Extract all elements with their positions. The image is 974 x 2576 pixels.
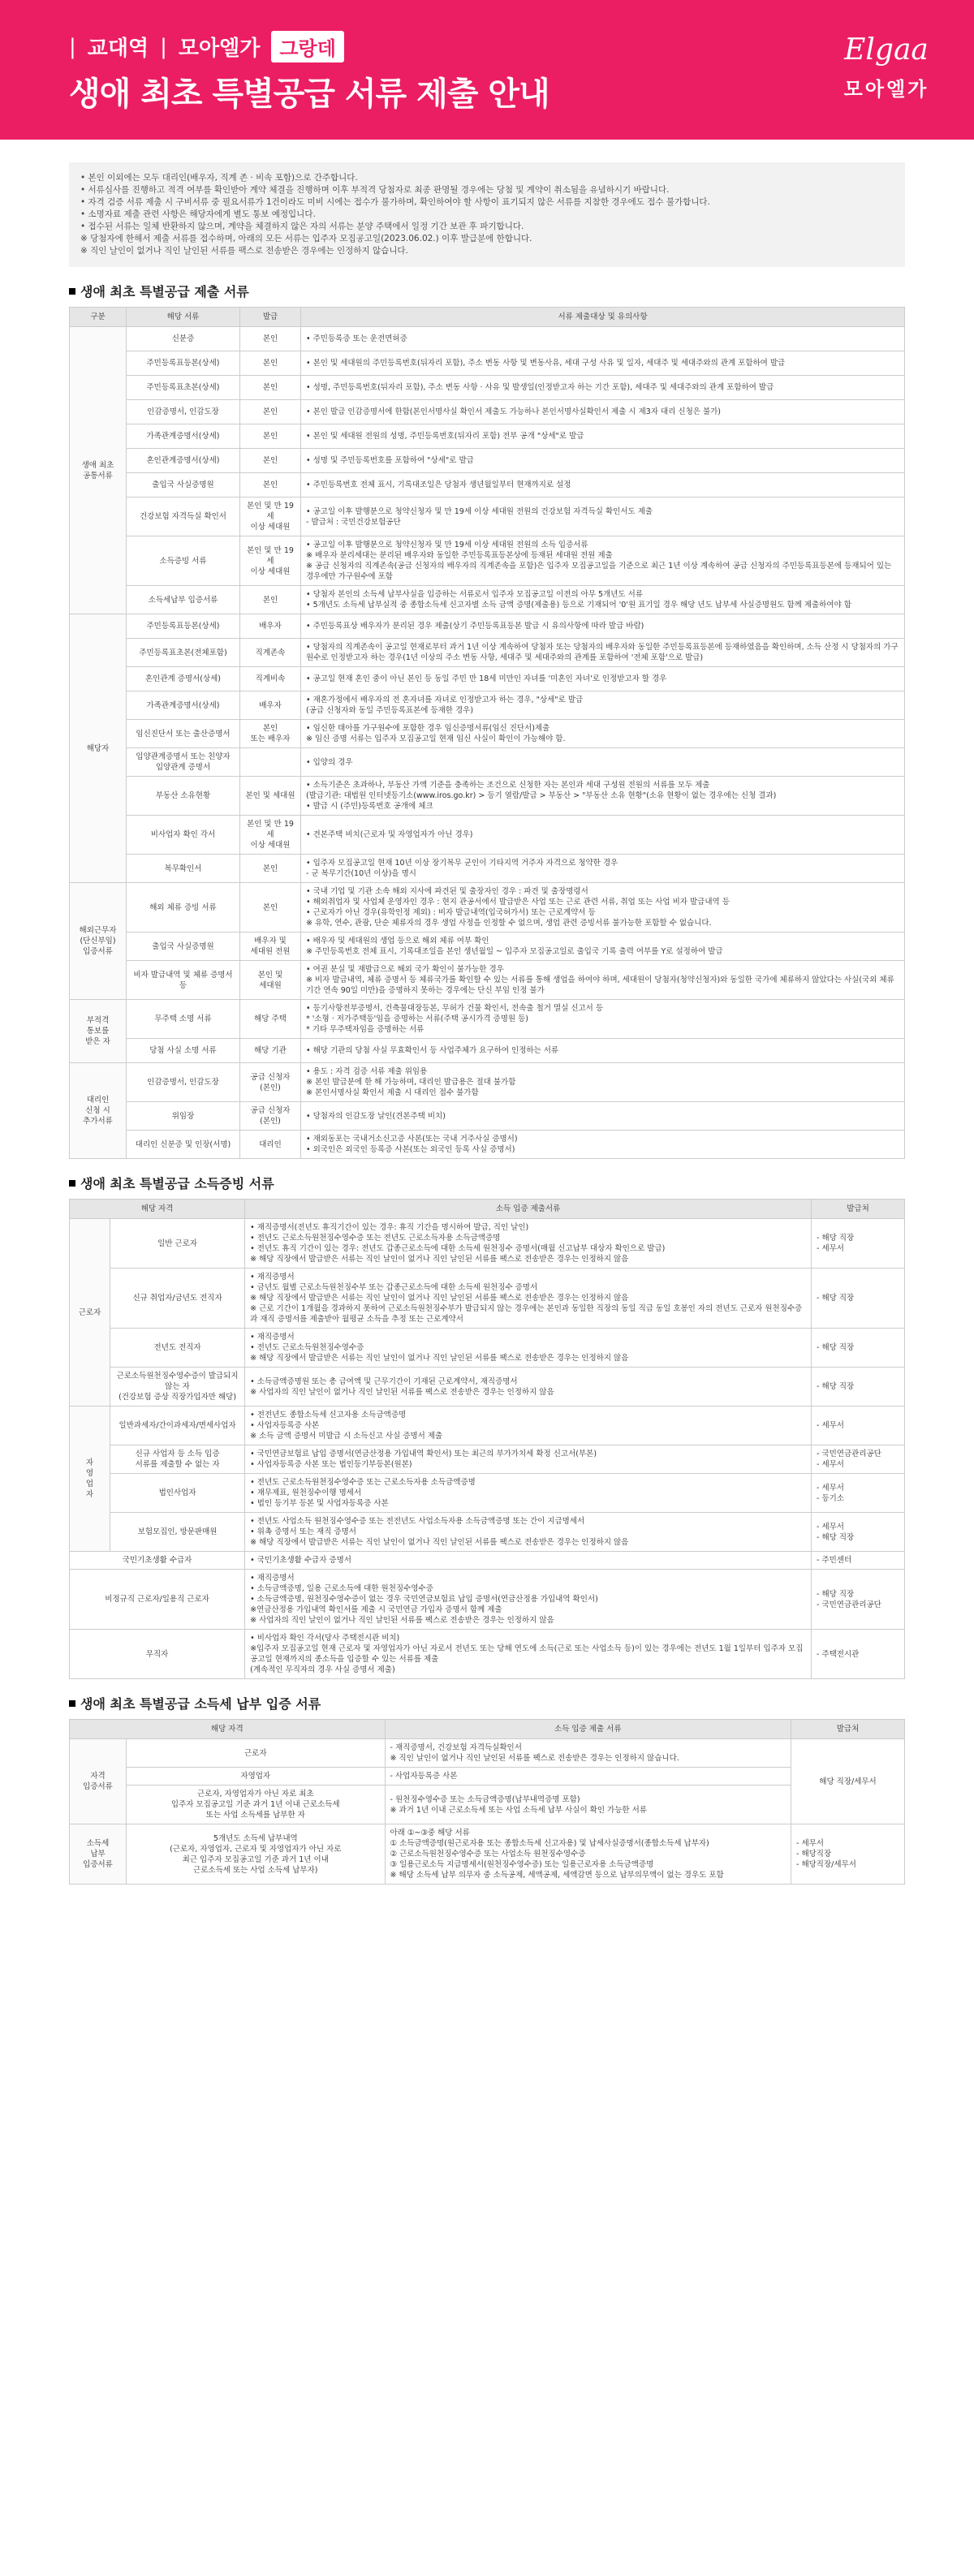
- category-cell: 부적격 통보를 받은 자: [70, 1000, 127, 1063]
- table-header: 발급처: [791, 1720, 905, 1739]
- table-row: [70, 855, 905, 883]
- table-header: 해당 자격: [70, 1200, 245, 1219]
- issuer: [240, 748, 301, 777]
- table-row: [70, 961, 905, 1000]
- section-title-income-proof: 생애 최초 특별공급 소득증빙 서류: [69, 1174, 905, 1192]
- table-row: [70, 1474, 905, 1513]
- qualification: 전년도 전직자: [110, 1329, 245, 1368]
- required-documents: • 국민연금보험료 납입 증명서(연금산정용 가입내역 확인서) 또는 최근의 부가가치세 확정 신고서(부본) • 사업자등록증 사본 또는 법인등기부등본(원본): [245, 1445, 812, 1474]
- table-header: 서류 제출대상 및 유의사항: [301, 308, 905, 327]
- table-row: [70, 1039, 905, 1063]
- required-documents: • 재직증명서 • 소득금액증명, 일용 근로소득에 대한 원천징수영수증 • 소득금액증명, 원천징수영수증이 없는 경우 국민연금보험료 납입 증명서(연금산정용 가입내역 확인서) ※연금산정용 가입내역 확인서를 제출 시 국민연금 가입자 증명서 함께 제출 ※ 사업자의 직인 날인이 없거나 직인 날인된 서류를 팩스로 전송받은 경우는 인정하지 않음: [245, 1570, 812, 1630]
- issuer: - 세무서 - 해당직장 - 해당직장/세무서: [791, 1824, 905, 1885]
- tag-divider: |: [160, 34, 167, 59]
- notice-item: • 자격 검증 서류 제출 시 구비서류 중 필요서류가 1건이라도 미비 시에는 접수가 불가하며, 확인하여야 할 사항이 표기되지 않은 서류를 지참한 경우에도 접수 불가합니다.: [80, 197, 710, 207]
- table-row: [70, 498, 905, 536]
- table-row: [70, 1219, 905, 1269]
- document-name: 인감증명서, 인감도장: [127, 1063, 240, 1102]
- table-row: [70, 720, 905, 748]
- description: • 본인 발급 인감증명서에 한함(본인서명사실 확인서 제출도 가능하나 본인서명사실확인서 제출 시 제3자 대리 신청은 불가): [301, 400, 905, 424]
- table-row: [70, 400, 905, 424]
- notice-box: [69, 162, 905, 267]
- issuer: 본인: [240, 855, 301, 883]
- description: • 공고일 이후 발행분으로 청약신청자 및 만 19세 이상 세대원 전원의 소득 입증서류 ※ 배우자 분리세대는 분리된 배우자와 동일한 주민등록표등본상에 등재된 세대원 전원 제출 ※ 공급 신청자의 직계존속(공급 신청자의 배우자의 직계존속을 포함)은 입주자 모집공고일을 기준으로 최근 1년 이상 계속하여 공급 신청자의 주민등록표등본에 등재되어 있는 경우에만 가구원수에 포함: [301, 536, 905, 586]
- table-row: [70, 667, 905, 691]
- notice-item: ※ 직인 날인이 없거나 직인 날인된 서류를 팩스로 전송받은 경우에는 인정하지 않습니다.: [80, 246, 408, 256]
- issuer: 본인: [240, 449, 301, 473]
- issuer: 본인 및 만 19세 이상 세대원: [240, 536, 301, 586]
- issuer: 해당 주택: [240, 1000, 301, 1039]
- issuer: 배우자: [240, 691, 301, 720]
- notice-item: • 소명자료 제출 관련 사항은 해당자에게 별도 통보 예정입니다.: [80, 209, 316, 219]
- document-name: 위임장: [127, 1102, 240, 1131]
- category-cell: 해외근무자 (단신부임) 입증서류: [70, 883, 127, 1000]
- section-title-documents: 생애 최초 특별공급 제출 서류: [69, 282, 905, 300]
- issuer: - 해당 직장: [812, 1368, 905, 1406]
- description: • 재혼가정에서 배우자의 전 혼자녀를 자녀로 인정받고자 하는 경우, "상세"로 발급 (공급 신청자와 동일 주민등록표본에 등재한 경우): [301, 691, 905, 720]
- issuer: 본인: [240, 883, 301, 933]
- category-cell: 근로자: [70, 1219, 110, 1406]
- description: • 입양의 경우: [301, 748, 905, 777]
- page-header: [0, 0, 974, 140]
- qualification: 근로소득원천징수영수증이 발급되지 않는 자 (건강보험 증상 직장가입자만 해당): [110, 1368, 245, 1406]
- document-name: 주민등록표등본(상세): [127, 351, 240, 376]
- document-name: 혼인관계증명서(상세): [127, 449, 240, 473]
- table-header: 발급: [240, 308, 301, 327]
- issuer: 본인 및 세대원: [240, 777, 301, 816]
- description: • 재외동포는 국내거소신고증 사본(또는 국내 거주사실 증명서) • 외국인은 외국인 등록증 사본(또는 외국인 등록 사실 증명서): [301, 1131, 905, 1159]
- issuer: 대리인: [240, 1131, 301, 1159]
- issuer: - 해당 직장: [812, 1269, 905, 1329]
- table-row: [70, 1329, 905, 1368]
- table-row: [70, 883, 905, 933]
- document-name: 임신진단서 또는 출산증명서: [127, 720, 240, 748]
- required-documents: • 재직증명서 • 전년도 근로소득원천징수영수증 ※ 해당 직장에서 발급받은 서류는 직인 날인이 없거나 직인 날인된 서류를 팩스로 전송받은 경우는 인정하지 않음: [245, 1329, 812, 1368]
- table-header: 해당 자격: [70, 1720, 386, 1739]
- bullet-square-icon: [69, 1700, 75, 1707]
- table-row: [70, 1445, 905, 1474]
- table-row: [70, 816, 905, 855]
- table-row: [70, 639, 905, 667]
- description: • 용도 : 자격 검증 서류 제출 위임용 ※ 본인 발급분에 한 해 가능하며, 대리인 발급용은 절대 불가함 ※ 본인서명사실 확인서 제출 시 대리인 접수 불가함: [301, 1063, 905, 1102]
- qualification: 일반과세자/간이과세자/면세사업자: [110, 1406, 245, 1445]
- issuer: - 세무서 - 해당 직장: [812, 1513, 905, 1552]
- table-row: [70, 327, 905, 351]
- required-documents: • 전년도 근로소득원천징수영수증 또는 근로소득자용 소득금액증명 • 재무제표, 원천징수이행 명세서 • 법인 등기부 등본 및 사업자등록증 사본: [245, 1474, 812, 1513]
- section-title-tax-proof: 생애 최초 특별공급 소득세 납부 입증 서류: [69, 1694, 905, 1712]
- document-name: 소득세납부 입증서류: [127, 586, 240, 614]
- table-row: [70, 933, 905, 961]
- table-row: [70, 1768, 905, 1786]
- table-row: [70, 1131, 905, 1159]
- issuer: 본인: [240, 586, 301, 614]
- required-documents: - 사업자등록증 사본: [385, 1768, 791, 1786]
- required-documents: 아래 ①~③중 해당 서류 ① 소득금액증명(원근로자용 또는 종합소득세 신고자용) 및 납세사실증명서(종합소득세 납부자) ② 근로소득원천징수영수증 또는 사업소득 원천징수영수증 ③ 일용근로소득 지급명세서(원천징수영수증) 또는 일용근로자용 소득금액증명 ※ 해당 소득세 납부 의무자 중 소득공제, 세액공제, 세액감면 등으로 납부의무액이 없는 경우도 포함: [385, 1824, 791, 1885]
- qualification: 5개년도 소득세 납부내역 (근로자, 자영업자, 근로자 및 자영업자가 아닌 자로 최근 입주자 모집공고일 기준 과거 1년 이내 근로소득세 또는 사업 소득세 납부자): [127, 1824, 386, 1885]
- table-header: 구분: [70, 308, 127, 327]
- document-name: 입양관계증명서 또는 친양자 입양관계 증명서: [127, 748, 240, 777]
- issuer: 공급 신청자 (본인): [240, 1102, 301, 1131]
- table-row: [70, 1406, 905, 1445]
- qualification: 국민기초생활 수급자: [70, 1552, 245, 1570]
- tax-proof-table: [69, 1719, 905, 1885]
- description: • 견본주택 비치(근로자 및 자영업자가 아닌 경우): [301, 816, 905, 855]
- table-row: [70, 1824, 905, 1885]
- description: • 소득기준은 초과하나, 부동산 가액 기준을 충족하는 조건으로 신청한 자는 본인과 세대 구성원 전원의 서류를 모두 제출 (발급기관: 대법원 인터넷등기소(www.iros.go.kr) > 등기 열람/발급 > 부동산 > "부동산 소유 현황"(소유 현황이 없는 경우에는 신청 결과) • 발급 시 (주민)등록번호 공개에 체크: [301, 777, 905, 816]
- issuer: 본인: [240, 376, 301, 400]
- table-row: [70, 536, 905, 586]
- table-row: [70, 1786, 905, 1824]
- description: • 여권 분실 및 재발급으로 해외 국가 확인이 불가능한 경우 ※ 비자 발급내역, 체류 증명서 등 체류국가를 확인할 수 있는 서류를 통해 생업을 하여야 하며, 세대원이 당첨자(청약신청자)와 동일한 국가에 체류하지 않았다는 사실(국외 체류 기간 연속 90일 미만)을 증명하지 못하는 경우에는 단신 부임 인정 불가: [301, 961, 905, 1000]
- issuer: 본인 또는 배우자: [240, 720, 301, 748]
- table-header: 해당 서류: [127, 308, 240, 327]
- required-documents: • 국민기초생활 수급자 증명서: [245, 1552, 812, 1570]
- bullet-square-icon: [69, 288, 75, 295]
- tag-location: 교대역: [87, 37, 149, 61]
- issuer: 본인: [240, 424, 301, 449]
- required-documents: • 재직증명서(전년도 휴직기간이 있는 경우: 휴직 기간을 명시하여 발급, 직인 날인) • 전년도 근로소득원천징수영수증 또는 전년도 근로소득자용 소득금액증명 • 전년도 휴직 기간이 있는 경우: 전년도 갑종근로소득에 대한 소득세 원천징수 증명서(매월 신고납부 대상자 확인으로 발급) ※ 해당 직장에서 발급받은 서류는 직인 날인이 없거나 직인 날인된 서류를 팩스로 전송받은 경우는 인정하지 않음: [245, 1219, 812, 1269]
- description: • 본인 및 세대원의 주민등록번호(뒤자리 포함), 주소 변동 사항 및 변동사유, 세대 구성 사유 및 일자, 세대주 및 세대주와의 관계 포함하여 발급: [301, 351, 905, 376]
- document-name: 복무확인서: [127, 855, 240, 883]
- issuer: - 주택전시관: [812, 1630, 905, 1679]
- qualification: 무직자: [70, 1630, 245, 1679]
- qualification: 법인사업자: [110, 1474, 245, 1513]
- required-documents: • 소득금액증명원 또는 총 급여액 및 근무기간이 기재된 근로계약서, 재직증명서 ※ 사업자의 직인 날인이 없거나 직인 날인된 서류를 팩스로 전송받은 경우는 인정하지 않음: [245, 1368, 812, 1406]
- required-documents: • 전전년도 종합소득세 신고자용 소득금액증명 • 사업자등록증 사본 ※ 소득 금액 증명서 미발급 시 소득신고 사실 증명서 제출: [245, 1406, 812, 1445]
- document-name: 출입국 사실증명원: [127, 933, 240, 961]
- category-cell: 해당자: [70, 614, 127, 883]
- category-cell: 대리인 신청 시 추가서류: [70, 1063, 127, 1159]
- issuer: 본인 및 세대원: [240, 961, 301, 1000]
- description: • 당첨자 본인의 소득세 납부사실을 입증하는 서류로서 입주자 모집공고일 이전의 아무 5개년도 서류 • 5개년도 소득세 납부실적 중 종합소득세 신고자별 소득 금액 증명(제출용) 등으로 기재되어 '0'원 표기일 경우 해당 년도 납부세 사실증명원도 함께 제출하여야 함: [301, 586, 905, 614]
- qualification: 보험모집인, 방문판매원: [110, 1513, 245, 1552]
- description: • 성명 및 주민등록번호를 포함하여 "상세"로 발급: [301, 449, 905, 473]
- table-row: [70, 351, 905, 376]
- description: • 본인 및 세대원 전원의 성명, 주민등록번호(뒤자리 포함) 전부 공개 "상세"로 발급: [301, 424, 905, 449]
- table-row: [70, 1552, 905, 1570]
- issuer: 공급 신청자 (본인): [240, 1063, 301, 1102]
- brand-logo: [838, 32, 935, 101]
- description: • 주민등록번호 전체 표시, 기록대조일은 당첨자 생년월일부터 현재까지로 설정: [301, 473, 905, 498]
- issuer: 직계존속: [240, 639, 301, 667]
- main-content: [0, 140, 974, 1885]
- document-name: 소득증빙 서류: [127, 536, 240, 586]
- header-tags: [69, 31, 344, 62]
- issuer: 본인: [240, 400, 301, 424]
- qualification: 일반 근로자: [110, 1219, 245, 1269]
- document-name: 부동산 소유현황: [127, 777, 240, 816]
- table-row: [70, 1063, 905, 1102]
- document-name: 무주택 소명 서류: [127, 1000, 240, 1039]
- document-name: 혼인관계 증명서(상세): [127, 667, 240, 691]
- table-row: [70, 473, 905, 498]
- document-name: 비자 발급내역 및 체류 증명서 등: [127, 961, 240, 1000]
- description: • 당첨자의 직계존속이 공고일 현재로부터 과거 1년 이상 계속하여 당첨자 또는 당첨자의 배우자와 동일한 주민등록표등본에 등재하였음을 확인하며, 소득 산정 시 당첨자의 가구원수로 인정받고자 하는 경우(1년 이상의 주소 변동 사항, 세대주 및 세대주와의 관계를 포함하여 '전체 포함'으로 발급): [301, 639, 905, 667]
- description: • 배우자 및 세대원의 생업 등으로 해외 체류 여부 확인 ※ 주민등록번호 전체 표시, 기록대조일을 본인 생년월일 ~ 입주자 모집공고일로 출입국 기록 출력 여부를 Y로 설정하여 발급: [301, 933, 905, 961]
- issuer: 본인 및 만 19세 이상 세대원: [240, 498, 301, 536]
- logo-script: Elgaa: [844, 33, 929, 67]
- table-row: [70, 449, 905, 473]
- description: • 당첨자의 인감도장 날인(견본주택 비치): [301, 1102, 905, 1131]
- table-row: [70, 1269, 905, 1329]
- required-documents: • 비사업자 확인 각서(당사 주택전시관 비치) ※입주자 모집공고일 현재 근로자 및 자영업자가 아닌 자로서 전년도 또는 당해 연도에 소득(근로 또는 사업소득 등)이 있는 경우에는 전년도 1월 1일부터 입주자 모집공고일 현재까지의 종소득을 입증할 수 있는 서류를 제출 (계속적인 무직자의 경우 사실 증명서 제출): [245, 1630, 812, 1679]
- document-name: 주민등록표등본(상세): [127, 614, 240, 639]
- description: • 공고일 현재 혼인 중이 아닌 본인 등 동일 주민 만 18세 미만인 자녀를 '미혼인 자녀'로 인정받고자 할 경우: [301, 667, 905, 691]
- qualification: 자영업자: [127, 1768, 386, 1786]
- required-documents: - 원천징수영수증 또는 소득금액증명(납부내역증명 포함) ※ 과거 1년 이내 근로소득세 또는 사업 소득세 납부 사실이 확인 가능한 서류: [385, 1786, 791, 1824]
- category-cell: 자 영 업 자: [70, 1406, 110, 1552]
- table-row: [70, 1000, 905, 1039]
- description: • 등기사항전부증명서, 건축물대장등본, 무허가 건물 확인서, 전속출 철거 멸실 신고서 등 * '소형 · 저가주택등'임을 증명하는 서류(주택 공시가격 증명원 등) * 기타 무주택자임을 증명하는 서류: [301, 1000, 905, 1039]
- required-documents: - 재직증명서, 건강보험 자격득실확인서 ※ 직인 날인이 없거나 직인 날인된 서류를 팩스로 전송받은 경우는 인정하지 않습니다.: [385, 1739, 791, 1768]
- issuer: 본인 및 만 19세 이상 세대원: [240, 816, 301, 855]
- tag-divider: |: [69, 34, 76, 59]
- table-row: [70, 614, 905, 639]
- logo-text: 모아엘가: [843, 78, 929, 101]
- category-cell: 소득세 납부 입증서류: [70, 1824, 127, 1885]
- qualification: 비정규직 근로자/일용직 근로자: [70, 1570, 245, 1630]
- description: • 공고일 이후 발행분으로 청약신청자 및 만 19세 이상 세대원 전원의 건강보험 자격득실 확인서도 제출 - 발급처 : 국민건강보험공단: [301, 498, 905, 536]
- bullet-square-icon: [69, 1180, 75, 1187]
- document-name: 가족관계증명서(상세): [127, 691, 240, 720]
- issuer: 직계비속: [240, 667, 301, 691]
- document-name: 출입국 사실증명원: [127, 473, 240, 498]
- issuer: 배우자: [240, 614, 301, 639]
- category-cell: 자격 입증서류: [70, 1739, 127, 1824]
- description: • 임신한 태아를 가구원수에 포함한 경우 임신증명서류(임신 진단서)제출 ※ 임신 증명 서류는 입주자 모집공고일 현재 임신 사실이 확인이 가능해야 함.: [301, 720, 905, 748]
- document-name: 가족관계증명서(상세): [127, 424, 240, 449]
- issuer: - 해당 직장 - 세무서: [812, 1219, 905, 1269]
- table-row: [70, 586, 905, 614]
- notice-item: • 접수된 서류는 일체 반환하지 않으며, 계약을 체결하지 않은 자의 서류는 분양 주택에서 일정 기간 보관 후 파기합니다.: [80, 222, 524, 231]
- table-row: [70, 1570, 905, 1630]
- document-name: 당첨 사실 소명 서류: [127, 1039, 240, 1063]
- notice-item: • 본인 이외에는 모두 대리인(배우자, 직계 존 · 비속 포함)으로 간주합니다.: [80, 173, 358, 183]
- table-row: [70, 1630, 905, 1679]
- description: • 입주자 모집공고일 현재 10년 이상 장기복무 군인이 기타지역 거주자 자격으로 청약한 경우 - 군 복무기간(10년 이상)을 명시: [301, 855, 905, 883]
- issuer: - 세무서: [812, 1406, 905, 1445]
- document-name: 주민등록표초본(전체포함): [127, 639, 240, 667]
- description: • 주민등록증 또는 운전면허증: [301, 327, 905, 351]
- issuer: - 세무서 - 등기소: [812, 1474, 905, 1513]
- table-row: [70, 691, 905, 720]
- table-row: [70, 777, 905, 816]
- issuer: 본인: [240, 327, 301, 351]
- notice-item: ※ 당첨자에 한해서 제출 서류를 접수하며, 아래의 모든 서류는 입주자 모집공고일(2023.06.02.) 이후 발급분에 한합니다.: [80, 234, 532, 243]
- table-row: [70, 748, 905, 777]
- documents-table: [69, 307, 905, 1159]
- issuer: 해당 기관: [240, 1039, 301, 1063]
- description: • 성명, 주민등록번호(뒤자리 포함), 주소 변동 사항 · 사유 및 발생일(인정받고자 하는 기간 포함), 세대주 및 세대주와의 관계 포함하여 발급: [301, 376, 905, 400]
- description: • 국내 기업 및 기관 소속 해외 지사에 파견된 및 출장자인 경우 : 파견 및 출장명령서 • 해외취업자 및 사업체 운영자인 경우 : 현지 관공서에서 발급받은 사업 또는 근로 관련 서류, 취업 또는 사업 비자 발급내역 등 • 근로자가 아닌 경우(유학인정 제외) : 비자 발급내역(입국허가서) 또는 근로계약서 등 ※ 유학, 연수, 관광, 단순 체류자의 경우 생업 사정을 인정할 수 없으며, 생업 관련 증빙서류 불가능한 포함할 수 없습니다.: [301, 883, 905, 933]
- qualification: 근로자, 자영업자가 아닌 자로 최초 입주자 모집공고일 기준 과거 1년 이내 근로소득세 또는 사업 소득세를 납부한 자: [127, 1786, 386, 1824]
- table-row: [70, 376, 905, 400]
- category-cell: 생애 최초 공통서류: [70, 327, 127, 614]
- issuer: - 해당 직장 - 국민연금관리공단: [812, 1570, 905, 1630]
- document-name: 인감증명서, 인감도장: [127, 400, 240, 424]
- document-name: 대리인 신분증 및 인장(서명): [127, 1131, 240, 1159]
- document-name: 비사업자 확인 각서: [127, 816, 240, 855]
- table-row: [70, 1513, 905, 1552]
- table-header: 발급처: [812, 1200, 905, 1219]
- table-row: [70, 424, 905, 449]
- qualification: 신규 사업자 등 소득 입증 서류를 제출할 수 없는 자: [110, 1445, 245, 1474]
- description: • 해당 기관의 당첨 사실 무효확인서 등 사업주체가 요구하여 인정하는 서류: [301, 1039, 905, 1063]
- document-name: 신분증: [127, 327, 240, 351]
- document-name: 해외 체류 증빙 서류: [127, 883, 240, 933]
- qualification: 신규 취업자/금년도 전직자: [110, 1269, 245, 1329]
- issuer: 본인: [240, 351, 301, 376]
- notice-item: • 서류심사를 진행하고 적격 여부를 확인받아 계약 체결을 진행하며 이후 부적격 당첨자로 최종 판명될 경우에는 당첨 및 계약이 취소됨을 유념하시기 바랍니다.: [80, 185, 670, 195]
- issuer: - 주민센터: [812, 1552, 905, 1570]
- document-name: 건강보험 자격득실 확인서: [127, 498, 240, 536]
- table-row: [70, 1102, 905, 1131]
- tag-grande: 그랑데: [271, 31, 344, 62]
- issuer: 해당 직장/세무서: [791, 1739, 905, 1824]
- table-header: 소득 입증 제출서류: [245, 1200, 812, 1219]
- required-documents: • 재직증명서 • 금년도 월별 근로소득원천징수부 또는 갑종근로소득에 대한 소득세 원천징수 증명서 ※ 해당 직장에서 발급받은 서류는 직인 날인이 없거나 직인 날인된 서류를 팩스로 전송받은 경우는 인정하지 않음 ※ 근로 기간이 1개월을 경과하지 못하여 근로소득원천징수부가 발급되지 않는 경우에는 본인과 동일한 직장의 동일 직급 동일 호봉인 자의 전년도 근로자 원천징수증과 재직 증명서를 제출받아 월평균 소득을 추정 또는 근로계약서: [245, 1269, 812, 1329]
- document-name: 주민등록표초본(상세): [127, 376, 240, 400]
- table-header: 소득 입증 제출 서류: [385, 1720, 791, 1739]
- required-documents: • 전년도 사업소득 원천징수영수증 또는 전전년도 사업소득자용 소득금액증명 또는 간이 지급명세서 • 위촉 증명서 또는 재직 증명서 ※ 해당 직장에서 발급받은 서류는 직인 날인이 없거나 직인 날인된 서류를 팩스로 전송받은 경우는 인정하지 않음: [245, 1513, 812, 1552]
- tag-brand: 모아엘가: [178, 37, 261, 61]
- table-row: [70, 1368, 905, 1406]
- table-row: [70, 1739, 905, 1768]
- issuer: 배우자 및 세대원 전원: [240, 933, 301, 961]
- description: • 주민등록표상 배우자가 분리된 경우 제출(상기 주민등록표등본 발급 시 유의사항에 따라 발급 바람): [301, 614, 905, 639]
- issuer: 본인: [240, 473, 301, 498]
- issuer: - 국민연금관리공단 - 세무서: [812, 1445, 905, 1474]
- qualification: 근로자: [127, 1739, 386, 1768]
- issuer: - 해당 직장: [812, 1329, 905, 1368]
- page-title: 생애 최초 특별공급 서류 제출 안내: [69, 75, 549, 113]
- income-proof-table: [69, 1199, 905, 1679]
